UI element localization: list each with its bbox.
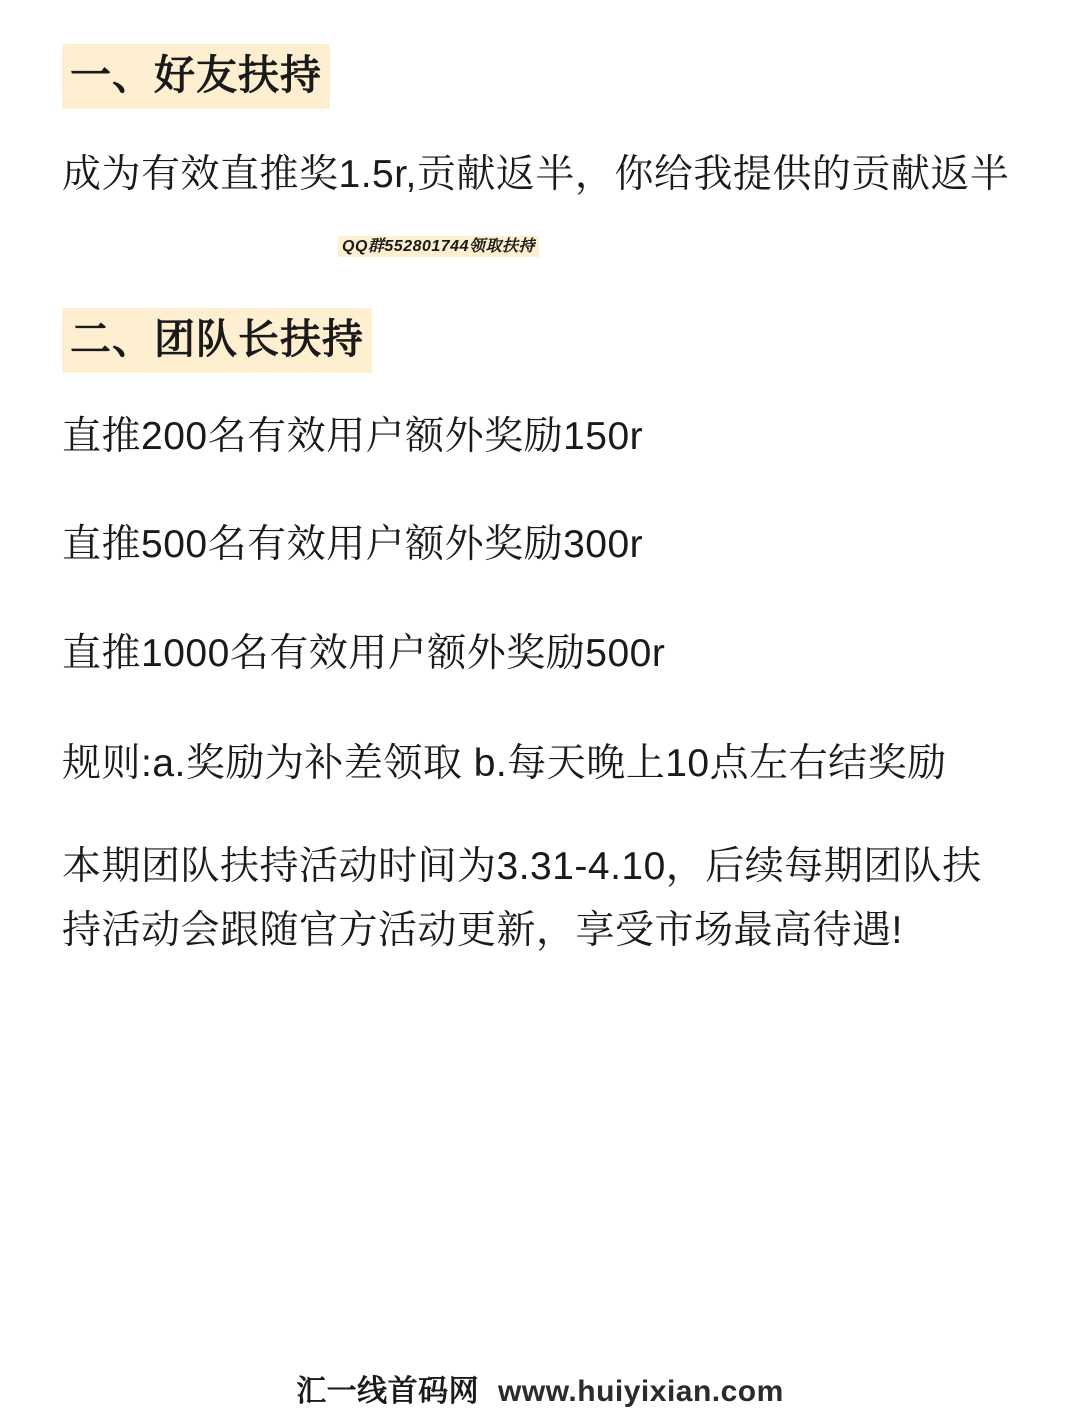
reward-tier-1000: 直推1000名有效用户额外奖励500r xyxy=(62,631,666,675)
section-divider-spacer xyxy=(62,264,1018,290)
activity-notice-text: 本期团队扶持活动时间为3.31-4.10，后续每期团队扶持活动会跟随官方活动更新，享受市场最高待遇! xyxy=(62,845,982,952)
section-friend-support xyxy=(62,44,1018,256)
section-team-leader-support xyxy=(62,290,1018,962)
section-heading-1: 一、好友扶持 xyxy=(62,44,330,109)
rules-notice-spacer xyxy=(62,825,1018,835)
footer-watermark xyxy=(0,1366,1080,1410)
footer-brand: 汇一线首码网 xyxy=(296,1375,480,1408)
qq-group-highlight: QQ群552801744领取扶持 xyxy=(338,236,539,257)
qq-group-row xyxy=(62,233,1018,256)
section-1-paragraph: 成为有效直推奖1.5r,贡献返半，你给我提供的贡献返半 xyxy=(62,153,1010,197)
reward-tier-200: 直推200名有效用户额外奖励150r xyxy=(62,414,644,458)
reward-tier-500: 直推500名有效用户额外奖励300r xyxy=(62,523,644,567)
section-heading-2: 二、团队长扶持 xyxy=(62,308,372,373)
rules-text: 规则:a.奖励为补差领取 b.每天晚上10点左右结奖励 xyxy=(62,742,947,786)
footer-url: www.huiyixian.com xyxy=(498,1375,784,1408)
